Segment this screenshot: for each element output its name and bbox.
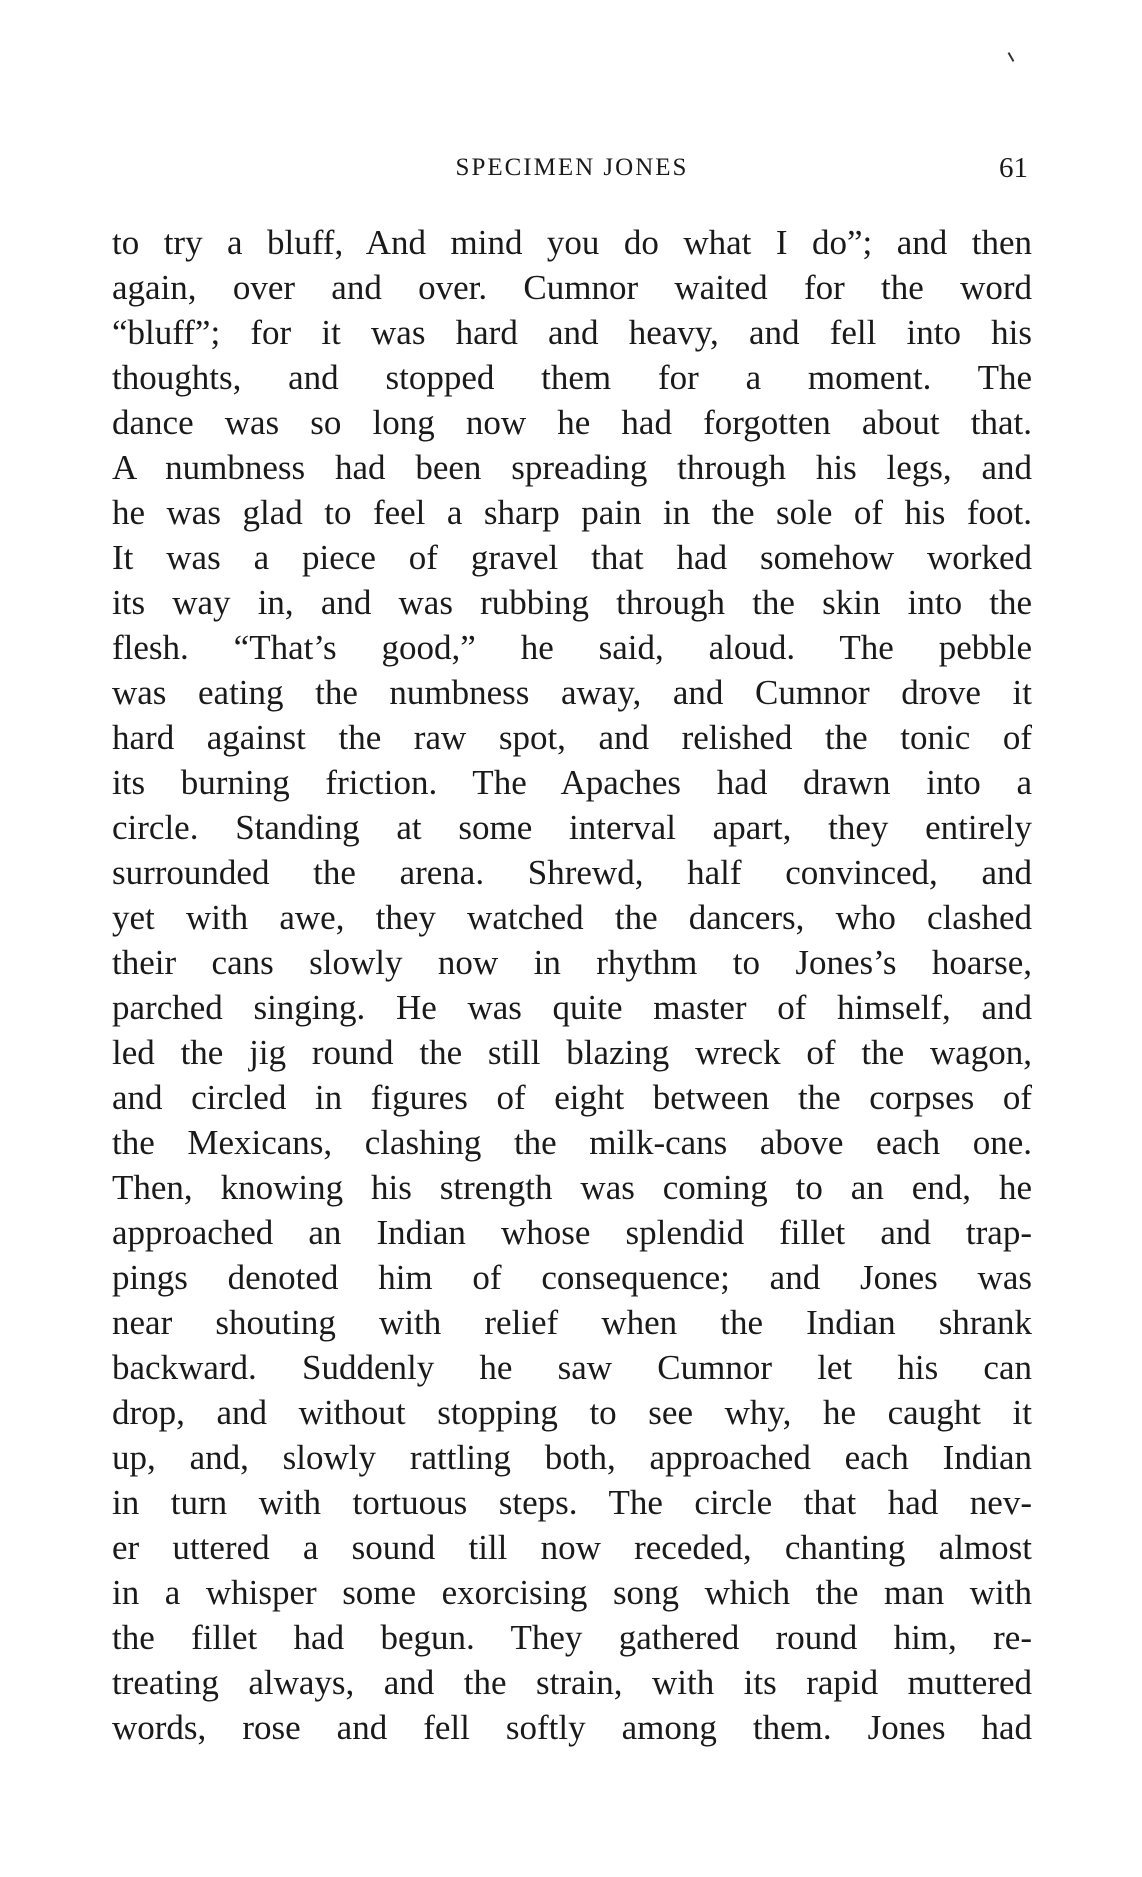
- text-line: to try a bluff, And mind you do what I do”; and then: [112, 223, 1032, 262]
- text-line: approached an Indian whose splendid fillet and trap-: [112, 1213, 1032, 1252]
- text-line: thoughts, and stopped them for a moment. The: [112, 358, 1032, 397]
- text-line: its way in, and was rubbing through the skin into the: [112, 583, 1032, 622]
- text-line: its burning friction. The Apaches had drawn into a: [112, 763, 1032, 802]
- text-line: parched singing. He was quite master of himself, and: [112, 988, 1032, 1027]
- text-line: treating always, and the strain, with its rapid muttered: [112, 1663, 1032, 1702]
- text-line: in a whisper some exorcising song which the man with: [112, 1573, 1032, 1612]
- margin-mark: [1008, 52, 1015, 62]
- text-line: dance was so long now he had forgotten about that.: [112, 403, 1032, 442]
- text-line: hard against the raw spot, and relished the tonic of: [112, 718, 1032, 757]
- text-line: led the jig round the still blazing wreck of the wagon,: [112, 1033, 1032, 1072]
- text-line: flesh. “That’s good,” he said, aloud. The pebble: [112, 628, 1032, 667]
- text-line: in turn with tortuous steps. The circle that had nev-: [112, 1483, 1032, 1522]
- text-line: the Mexicans, clashing the milk-cans above each one.: [112, 1123, 1032, 1162]
- text-line: circle. Standing at some interval apart, they entirely: [112, 808, 1032, 847]
- text-line: backward. Suddenly he saw Cumnor let his can: [112, 1348, 1032, 1387]
- text-line: pings denoted him of consequence; and Jones was: [112, 1258, 1032, 1297]
- text-line: near shouting with relief when the Indian shrank: [112, 1303, 1032, 1342]
- text-line: up, and, slowly rattling both, approached each Indian: [112, 1438, 1032, 1477]
- text-line: he was glad to feel a sharp pain in the sole of his foot.: [112, 493, 1032, 532]
- text-line: words, rose and fell softly among them. Jones had: [112, 1708, 1032, 1747]
- body-text: [112, 220, 1032, 1750]
- text-line: the fillet had begun. They gathered round him, re-: [112, 1618, 1032, 1657]
- running-head: [112, 148, 1032, 188]
- text-line: er uttered a sound till now receded, chanting almost: [112, 1528, 1032, 1567]
- text-line: their cans slowly now in rhythm to Jones’s hoarse,: [112, 943, 1032, 982]
- text-line: A numbness had been spreading through his legs, and: [112, 448, 1032, 487]
- text-line: again, over and over. Cumnor waited for the word: [112, 268, 1032, 307]
- text-line: yet with awe, they watched the dancers, who clashed: [112, 898, 1032, 937]
- text-line: “bluff”; for it was hard and heavy, and fell into his: [112, 313, 1032, 352]
- text-line: and circled in figures of eight between the corpses of: [112, 1078, 1032, 1117]
- text-line: surrounded the arena. Shrewd, half convinced, and: [112, 853, 1032, 892]
- text-line: Then, knowing his strength was coming to an end, he: [112, 1168, 1032, 1207]
- page-number: 61: [999, 152, 1028, 184]
- text-line: It was a piece of gravel that had somehow worked: [112, 538, 1032, 577]
- running-title: SPECIMEN JONES: [455, 154, 689, 181]
- text-line: drop, and without stopping to see why, he caught it: [112, 1393, 1032, 1432]
- text-line: was eating the numbness away, and Cumnor drove it: [112, 673, 1032, 712]
